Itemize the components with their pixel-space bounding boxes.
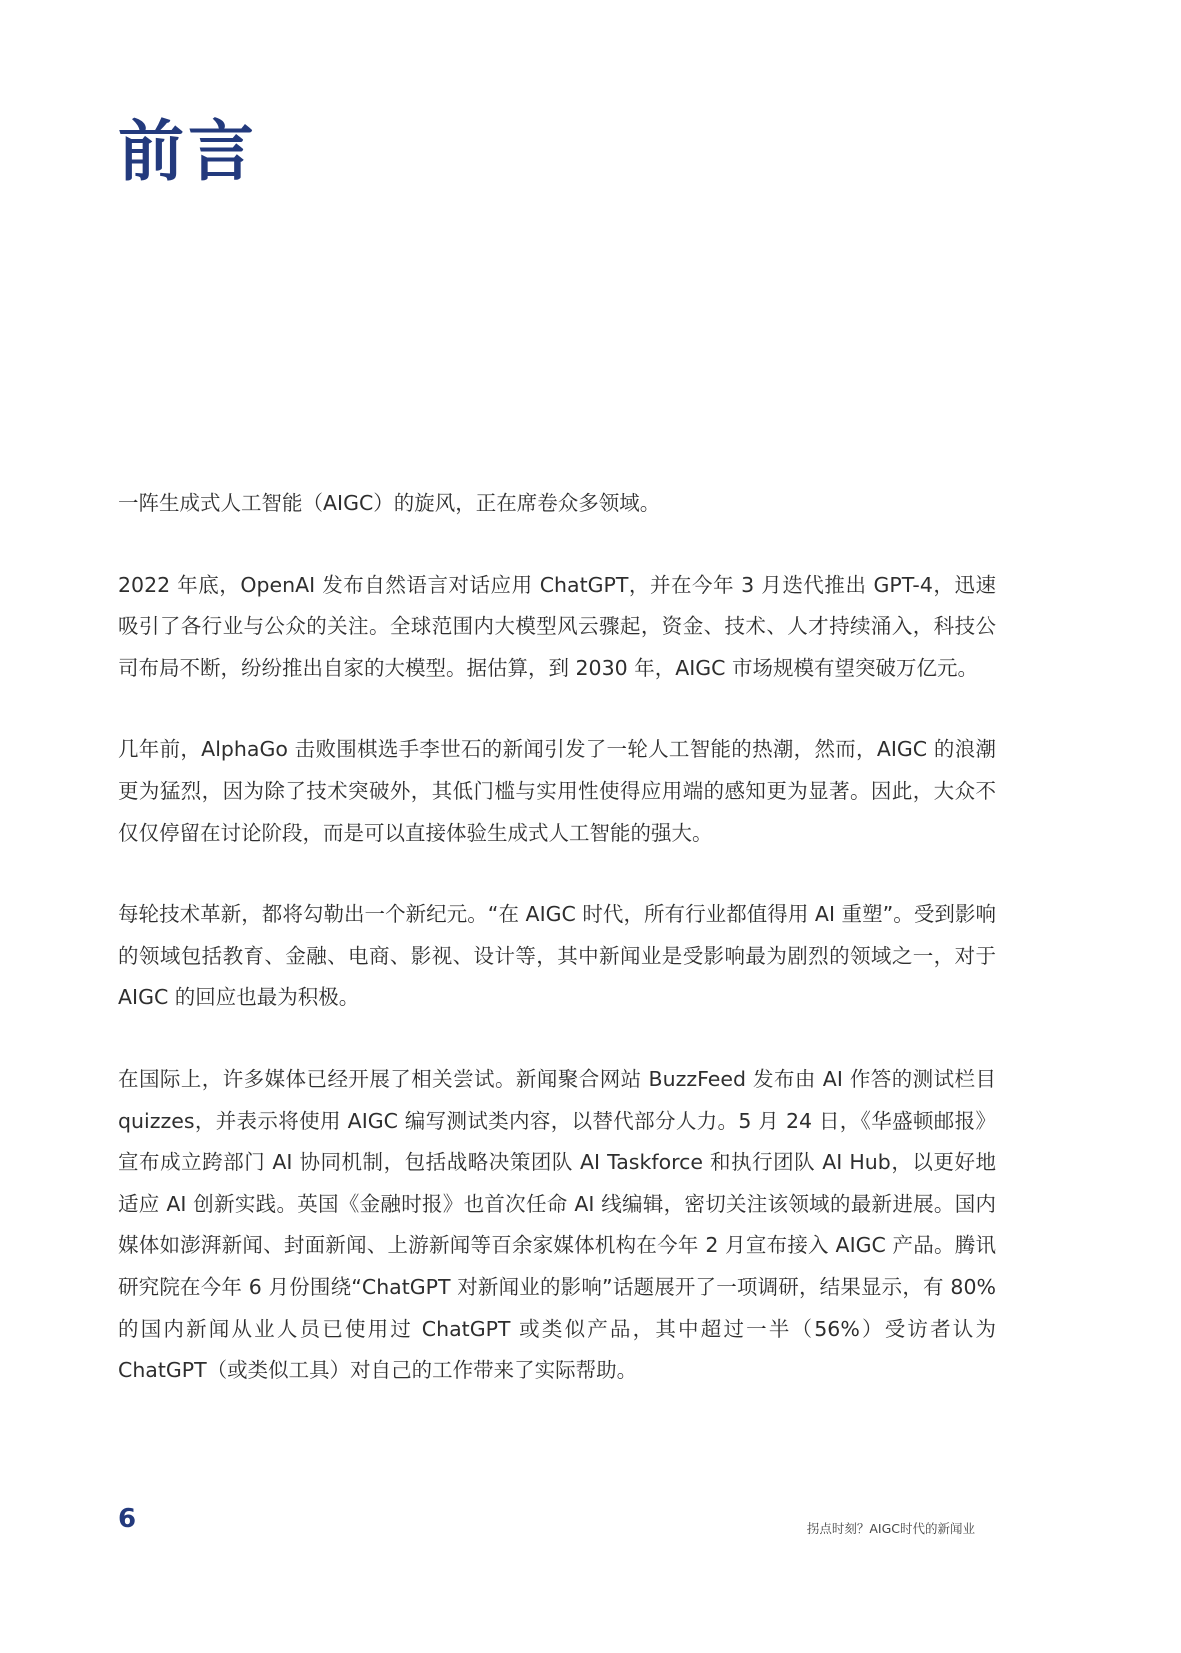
body-text bbox=[118, 483, 996, 1432]
paragraph-chatgpt: 2022 年底，OpenAI 发布自然语言对话应用 ChatGPT，并在今年 3 月迭代推出 GPT-4，迅速吸引了各行业与公众的关注。全球范围内大模型风云骤起，资金、技术、人才持续涌入，科技公司布局不断，纷纷推出自家的大模型。据估算，到 2030 年，AIGC 市场规模有望突破万亿元。 bbox=[118, 572, 996, 680]
paragraph-media-trials: 在国际上，许多媒体已经开展了相关尝试。新闻聚合网站 BuzzFeed 发布由 AI 作答的测试栏目 quizzes，并表示将使用 AIGC 编写测试类内容，以替代部分人力。5 月 24 日，《华盛顿邮报》宣布成立跨部门 AI 协同机制，包括战略决策团队 AI Taskforce 和执行团队 AI Hub，以更好地适应 AI 创新实践。英国《金融时报》也首次任命 AI 线编辑，密切关注该领域的最新进展。国内媒体如澎湃新闻、封面新闻、上游新闻等百余家媒体机构在今年 2 月宣布接入 AIGC 产品。腾讯研究院在今年 6 月份围绕“ChatGPT 对新闻业的影响”话题展开了一项调研，结果显示，有 80% 的国内新闻从业人员已使用过 ChatGPT 或类似产品，其中超过一半（56%）受访者认为 ChatGPT（或类似工具）对自己的工作带来了实际帮助。 bbox=[118, 1066, 996, 1383]
page-title: 前言 bbox=[118, 113, 258, 190]
paragraph-new-era: 每轮技术革新，都将勾勒出一个新纪元。“在 AIGC 时代，所有行业都值得用 AI 重塑”。受到影响的领域包括教育、金融、电商、影视、设计等，其中新闻业是受影响最为剧烈的领域之一，对于 AIGC 的回应也最为积极。 bbox=[118, 902, 996, 1010]
page-number: 6 bbox=[118, 1504, 137, 1534]
footer-doc-title: 拐点时刻？AIGC时代的新闻业 bbox=[806, 1521, 975, 1536]
paragraph-intro: 一阵生成式人工智能（AIGC）的旋风，正在席卷众多领域。 bbox=[118, 491, 661, 515]
paragraph-alphago: 几年前，AlphaGo 击败围棋选手李世石的新闻引发了一轮人工智能的热潮，然而，AIGC 的浪潮更为猛烈，因为除了技术突破外，其低门槛与实用性使得应用端的感知更为显著。因此，大众不仅仅停留在讨论阶段，而是可以直接体验生成式人工智能的强大。 bbox=[118, 737, 996, 845]
